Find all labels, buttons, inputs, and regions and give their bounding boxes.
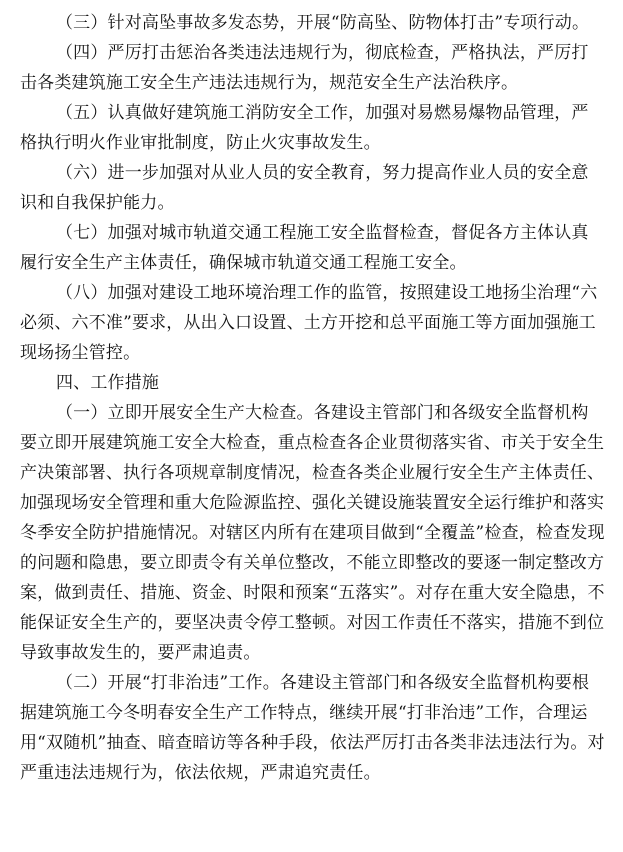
paragraph-item-6: （六）进一步加强对从业人员的安全教育，努力提高作业人员的安全意识和自我保护能力。 bbox=[20, 163, 589, 213]
paragraph-item-3: （三）针对高坠事故多发态势，开展“防高坠、防物体打击”专项行动。 bbox=[56, 13, 590, 33]
paragraph-item-4: （四）严厉打击惩治各类违法违规行为，彻底检查，严格执法，严厉打击各类建筑施工安全生产违法违规行为，规范安全生产法治秩序。 bbox=[20, 43, 589, 93]
measure-item-1: （一）立即开展安全生产大检查。各建设主管部门和各级安全监督机构要立即开展建筑施工安全大检查，重点检查各企业贯彻落实省、市关于安全生产决策部署、执行各项规章制度情况，检查各类企业履行安全生产主体责任、加强现场安全管理和重大危险源监控、强化关键设施装置安全运行维护和落实冬季安全防护措施情况。对辖区内所有在建项目做到“全覆盖”检查，检查发现的问题和隐患，要立即责令有关单位整改，不能立即整改的要逐一制定整改方案，做到责任、措施、资金、时限和预案“五落实”。对存在重大安全隐患，不能保证安全生产的，要坚决责令停工整顿。对因工作责任不落实，措施不到位导致事故发生的，要严肃追责。 bbox=[20, 403, 605, 663]
paragraph-item-8: （八）加强对建设工地环境治理工作的监管，按照建设工地扬尘治理“六必须、六不准”要求，从出入口设置、土方开挖和总平面施工等方面加强施工现场扬尘管控。 bbox=[20, 283, 598, 363]
paragraph-item-7: （七）加强对城市轨道交通工程施工安全监督检查，督促各方主体认真履行安全生产主体责任，确保城市轨道交通工程施工安全。 bbox=[20, 223, 589, 273]
section-heading: 四、工作措施 bbox=[56, 373, 160, 393]
measure-item-2: （二）开展“打非治违”工作。各建设主管部门和各级安全监督机构要根据建筑施工今冬明春安全生产工作特点，继续开展“打非治违”工作，合理运用“双随机”抽查、暗查暗访等各种手段，依法严厉打击各类非法违法行为。对严重违法违规行为，依法依规，严肃追究责任。 bbox=[20, 673, 605, 783]
document-body bbox=[20, 8, 605, 848]
paragraph-item-5: （五）认真做好建筑施工消防安全工作，加强对易燃易爆物品管理，严格执行明火作业审批制度，防止火灾事故发生。 bbox=[20, 103, 589, 153]
